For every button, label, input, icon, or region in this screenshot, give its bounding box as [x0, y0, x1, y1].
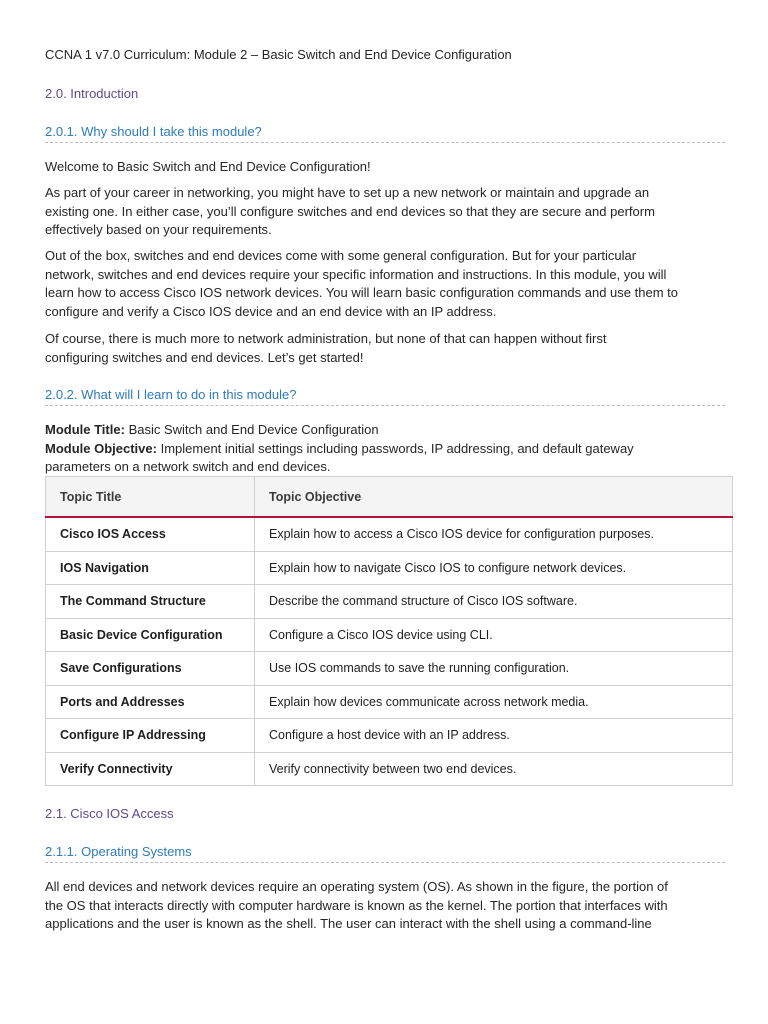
topic-title-cell: Save Configurations: [46, 652, 255, 686]
text-line: configuring switches and end devices. Let’s get started!: [45, 349, 364, 365]
subsection-heading-learn-text: 2.0.2. What will I learn to do in this module?: [45, 387, 297, 402]
topic-title-cell: The Command Structure: [46, 585, 255, 619]
module-objective-value: Implement initial settings including passwords, IP addressing, and default gateway: [160, 440, 634, 456]
subsection-heading-learn: [45, 387, 725, 406]
topic-title-cell: IOS Navigation: [46, 551, 255, 585]
text-line: network, switches and end devices require your specific information and instructions. In this module, you will: [45, 266, 667, 282]
topic-objective-cell: Configure a host device with an IP address.: [255, 719, 733, 753]
table-row: [46, 551, 733, 585]
text-line: configure and verify a Cisco IOS device and an end device with an IP address.: [45, 303, 497, 319]
text-line: As part of your career in networking, you might have to set up a new network or maintain and upgrade an: [45, 185, 650, 200]
subsection-heading-why-text: 2.0.1. Why should I take this module?: [45, 124, 262, 139]
topic-objective-cell: Explain how devices communicate across network media.: [255, 685, 733, 719]
table-row: [46, 517, 733, 551]
table-header-topic-objective: Topic Objective: [255, 477, 733, 518]
text-line: All end devices and network devices require an operating system (OS). As shown in the figure, the portion of: [45, 879, 668, 894]
table-row: [46, 652, 733, 686]
dashed-rule: [45, 405, 725, 406]
topic-title-cell: Basic Device Configuration: [46, 618, 255, 652]
text-line: applications and the user is known as the shell. The user can interact with the shell using a command-line: [45, 916, 652, 931]
topic-objective-cell: Verify connectivity between two end devices.: [255, 752, 733, 786]
table-header-row: [46, 477, 733, 518]
os-paragraph: [45, 878, 725, 934]
table-row: [46, 685, 733, 719]
module-objective-label: Module Objective:: [45, 440, 157, 456]
table-row: [46, 585, 733, 619]
subsection-heading-operating-systems: [45, 844, 725, 863]
text-line: effectively based on your requirements.: [45, 222, 272, 237]
module-objective-line: [45, 440, 725, 459]
section-heading-cisco-ios-access: 2.1. Cisco IOS Access: [45, 806, 174, 821]
module-info: [45, 421, 725, 477]
dashed-rule: [45, 862, 725, 863]
document-title: CCNA 1 v7.0 Curriculum: Module 2 – Basic Switch and End Device Configuration: [45, 47, 512, 62]
text-line: existing one. In either case, you’ll configure switches and end devices so that they are secure and perform: [45, 203, 655, 219]
text-line: Out of the box, switches and end devices come with some general configuration. But for your particular: [45, 248, 637, 263]
why-paragraph-2: [45, 184, 725, 240]
topic-objective-cell: Configure a Cisco IOS device using CLI.: [255, 618, 733, 652]
subsection-heading-why: [45, 124, 725, 143]
module-title-line: [45, 421, 725, 440]
dashed-rule: [45, 142, 725, 143]
section-heading-introduction: 2.0. Introduction: [45, 86, 139, 101]
table-header-topic-title: Topic Title: [46, 477, 255, 518]
table-row: [46, 752, 733, 786]
topics-table: [45, 476, 733, 786]
table-row: [46, 719, 733, 753]
module-objective-line-2: parameters on a network switch and end devices.: [45, 459, 331, 474]
why-paragraph-4: [45, 330, 725, 367]
topic-title-cell: Verify Connectivity: [46, 752, 255, 786]
topic-objective-cell: Use IOS commands to save the running configuration.: [255, 652, 733, 686]
module-title-label: Module Title:: [45, 422, 125, 437]
text-line: Welcome to Basic Switch and End Device Configuration!: [45, 159, 371, 174]
table-row: [46, 618, 733, 652]
topic-title-cell: Ports and Addresses: [46, 685, 255, 719]
why-paragraph-3: [45, 247, 725, 321]
text-line: Of course, there is much more to network administration, but none of that can happen without first: [45, 331, 607, 346]
topic-title-cell: Configure IP Addressing: [46, 719, 255, 753]
why-paragraph-1: [45, 158, 725, 177]
topic-objective-cell: Explain how to navigate Cisco IOS to configure network devices.: [255, 551, 733, 585]
subsection-heading-os-text: 2.1.1. Operating Systems: [45, 844, 192, 859]
text-line: the OS that interacts directly with computer hardware is known as the kernel. The portion that interfaces with: [45, 897, 668, 913]
text-line: learn how to access Cisco IOS network devices. You will learn basic configuration commands and use them to: [45, 285, 678, 300]
topic-title-cell: Cisco IOS Access: [46, 517, 255, 551]
module-title-value: Basic Switch and End Device Configuration: [128, 422, 379, 437]
topic-objective-cell: Explain how to access a Cisco IOS device for configuration purposes.: [255, 517, 733, 551]
topic-objective-cell: Describe the command structure of Cisco IOS software.: [255, 585, 733, 619]
